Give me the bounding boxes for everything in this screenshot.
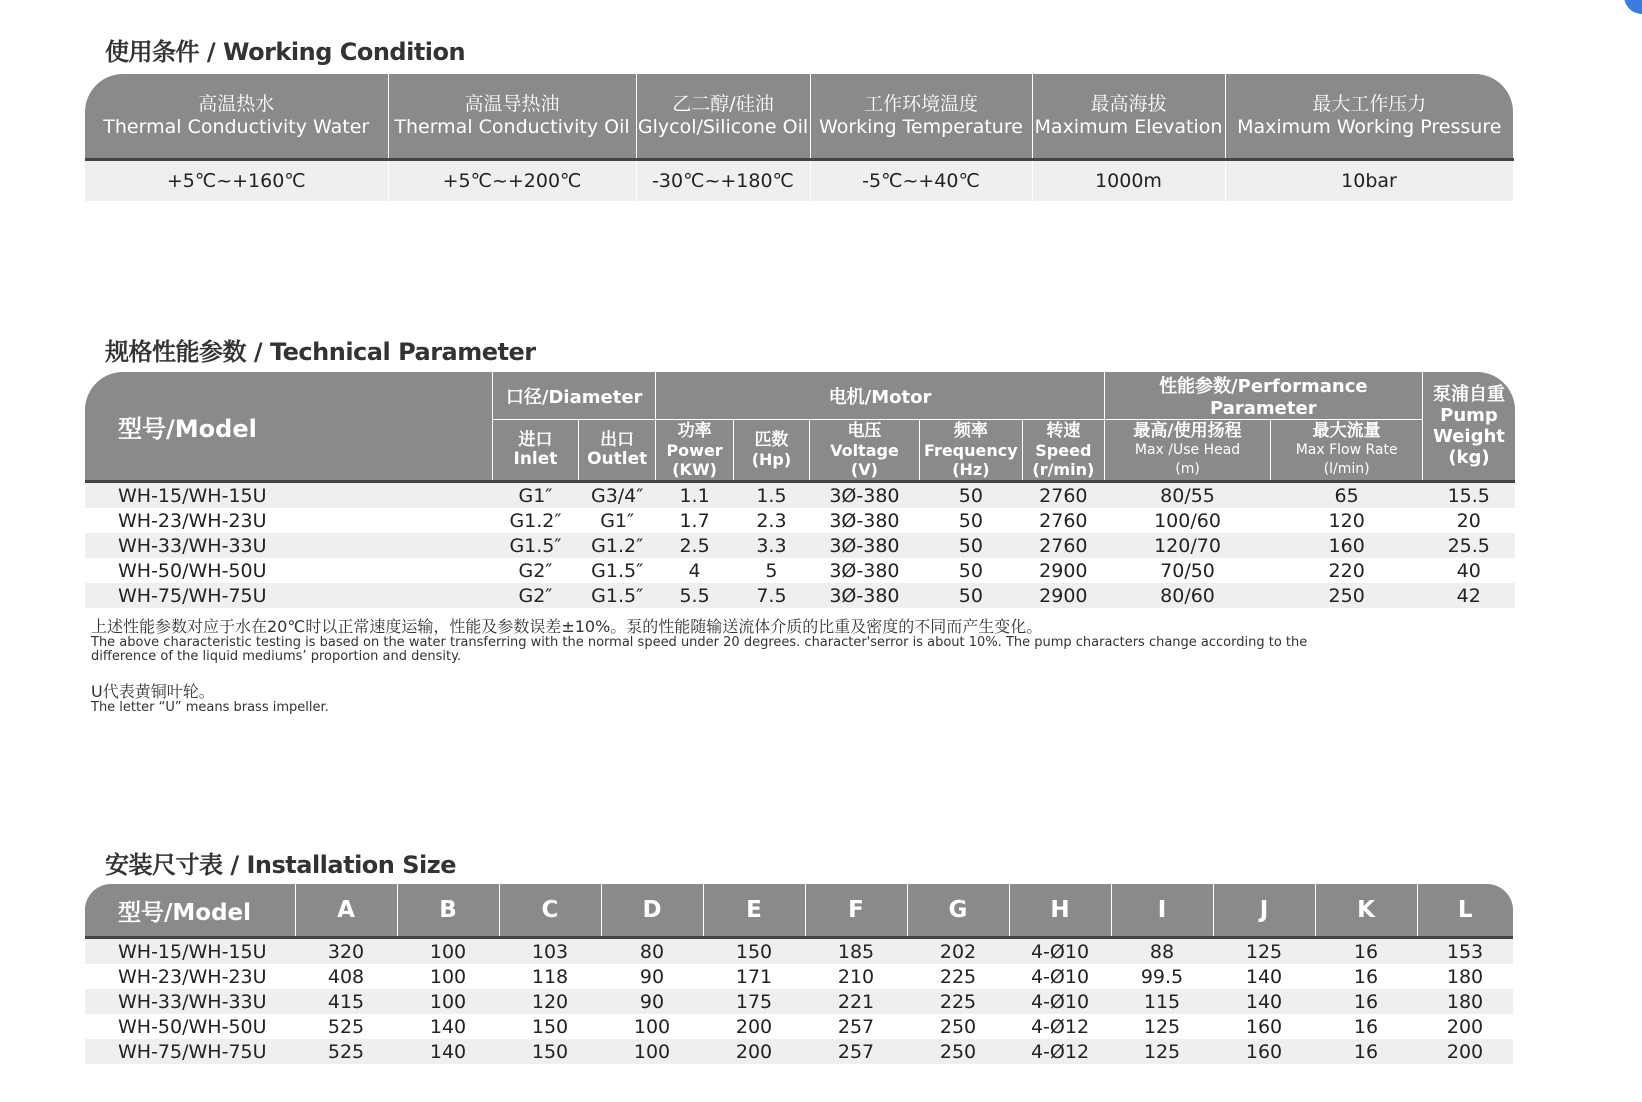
header-cn: 最高/使用扬程 xyxy=(1133,420,1242,441)
technical-parameter-title: 规格性能参数 / Technical Parameter xyxy=(105,338,536,366)
header-cell xyxy=(1225,74,1513,160)
header-cn: 电压 xyxy=(847,420,882,441)
table-row xyxy=(85,583,1515,608)
value-cell: G1.5″ xyxy=(492,533,578,558)
value-cell: 16 xyxy=(1315,938,1417,965)
value-cell: 16 xyxy=(1315,989,1417,1014)
value-cell: 40 xyxy=(1456,559,1481,582)
header-cn: 转速 xyxy=(1046,420,1081,441)
power-header xyxy=(656,420,733,482)
header-cn: 乙二醇/硅油 xyxy=(672,93,774,115)
header-cn: 工作环境温度 xyxy=(863,93,978,115)
technical-parameter-table xyxy=(85,372,1515,608)
value-cell: 250 xyxy=(907,1039,1009,1064)
header-en: Max /Use Head xyxy=(1134,441,1241,458)
value-cell: 200 xyxy=(1417,1039,1513,1064)
dimension-header: E xyxy=(703,884,805,938)
value-cell: 3Ø-380 xyxy=(810,482,920,509)
value-cell: 220 xyxy=(1328,559,1365,582)
working-condition-values-row xyxy=(85,160,1513,202)
value-cell: 50 xyxy=(919,533,1022,558)
value-cell: 200 xyxy=(703,1039,805,1064)
value-cell: 100 xyxy=(633,1015,671,1038)
value-cell: 150 xyxy=(703,938,805,965)
table-row xyxy=(85,508,1515,533)
value-cell: 80/55 xyxy=(1104,482,1271,509)
value-cell: 125 xyxy=(1213,938,1315,965)
speed-header xyxy=(1022,420,1104,482)
table-row xyxy=(85,533,1515,558)
table-row xyxy=(85,1014,1513,1039)
value-cell: 2.5 xyxy=(656,533,733,558)
value-cell: 100 xyxy=(397,989,499,1014)
header-cn: 高温热水 xyxy=(198,93,275,115)
value-cell: 200 xyxy=(735,1015,773,1038)
performance-group-header: 性能参数/Performance Parameter xyxy=(1104,372,1422,420)
value-cell: 16 xyxy=(1353,965,1379,988)
value-cell: +5℃~+200℃ xyxy=(388,160,636,202)
header-cn: 匹数 xyxy=(754,430,789,450)
header-en: Max Flow Rate xyxy=(1295,441,1398,458)
dimension-header: K xyxy=(1315,884,1417,938)
value-cell: 99.5 xyxy=(1140,965,1184,988)
corner-badge[interactable] xyxy=(1624,0,1642,14)
header-unit: (m) xyxy=(1175,460,1200,477)
value-cell: G1.2″ xyxy=(578,533,655,558)
dimension-header: I xyxy=(1111,884,1213,938)
header-en: Inlet xyxy=(513,449,558,469)
header-cn: 进口 xyxy=(518,430,553,450)
value-cell: G1″ xyxy=(600,509,635,532)
model-cell: WH-33/WH-33U xyxy=(85,989,295,1014)
value-cell: 65 xyxy=(1271,482,1423,509)
value-cell: G2″ xyxy=(518,559,553,582)
header-en: Thermal Conductivity Water xyxy=(103,116,370,138)
value-cell: 1000m xyxy=(1032,160,1225,202)
value-cell: 257 xyxy=(837,1015,875,1038)
value-cell: 525 xyxy=(327,1015,365,1038)
header-en: (Hp) xyxy=(751,450,792,469)
value-cell: 175 xyxy=(703,989,805,1014)
value-cell: 4-Ø10 xyxy=(1030,965,1090,988)
value-cell: 408 xyxy=(327,965,365,988)
header-cell xyxy=(388,74,636,160)
pump-weight-header xyxy=(1422,372,1515,482)
note-cn: 上述性能参数对应于水在20℃时以正常速度运输，性能及参数误差±10%。泵的性能随输送流体介质的比重及密度的不同而产生变化。 xyxy=(91,617,1043,636)
value-cell: 2760 xyxy=(1022,482,1104,509)
value-cell: 50 xyxy=(958,509,983,532)
value-cell: 320 xyxy=(295,938,397,965)
value-cell: 120 xyxy=(499,989,601,1014)
value-cell: 90 xyxy=(601,989,703,1014)
value-cell: 80/60 xyxy=(1104,583,1271,608)
value-cell: 160 xyxy=(1271,533,1423,558)
diameter-group-header: 口径/Diameter xyxy=(492,372,655,420)
value-cell: 153 xyxy=(1417,938,1513,965)
value-cell: 4-Ø12 xyxy=(1009,1039,1111,1064)
dimension-header: A xyxy=(295,884,397,938)
value-cell: 150 xyxy=(499,1039,601,1064)
note2-cn: U代表黄铜叶轮。 xyxy=(91,682,215,701)
header-en: Maximum Elevation xyxy=(1034,116,1223,138)
value-cell: 70/50 xyxy=(1160,559,1215,582)
value-cell: 4 xyxy=(688,559,701,582)
header-en: Working Temperature xyxy=(819,116,1023,138)
value-cell: G2″ xyxy=(492,583,578,608)
value-cell: 140 xyxy=(1213,989,1315,1014)
header-en: Maximum Working Pressure xyxy=(1237,116,1502,138)
head-header xyxy=(1104,420,1271,482)
table-row xyxy=(85,938,1513,965)
dimension-header: L xyxy=(1417,884,1513,938)
header-en: Glycol/Silicone Oil xyxy=(637,116,809,138)
value-cell: 20 xyxy=(1456,509,1481,532)
header-cn: 频率 xyxy=(953,420,988,441)
value-cell: 2900 xyxy=(1039,559,1088,582)
value-cell: 250 xyxy=(1271,583,1423,608)
note2-en: The letter “U” means brass impeller. xyxy=(91,700,329,715)
value-cell: 7.5 xyxy=(733,583,809,608)
installation-size-title: 安装尺寸表 / Installation Size xyxy=(105,851,456,879)
value-cell: G3/4″ xyxy=(578,482,655,509)
table-row xyxy=(85,558,1515,583)
value-cell: G1″ xyxy=(492,482,578,509)
value-cell: 180 xyxy=(1446,965,1484,988)
value-cell: 1.5 xyxy=(733,482,809,509)
value-cell: 120/70 xyxy=(1104,533,1271,558)
value-cell: 90 xyxy=(639,965,665,988)
value-cell: 3Ø-380 xyxy=(810,533,920,558)
value-cell: 180 xyxy=(1417,989,1513,1014)
value-cell: 115 xyxy=(1111,989,1213,1014)
model-cell: WH-23/WH-23U xyxy=(118,509,267,532)
header-cn: 最大流量 xyxy=(1312,420,1381,441)
value-cell: 2760 xyxy=(1022,533,1104,558)
header-unit: (KW) xyxy=(672,459,717,479)
model-cell: WH-50/WH-50U xyxy=(118,559,267,582)
dimension-header: D xyxy=(601,884,703,938)
header-unit: (l/min) xyxy=(1323,460,1370,477)
model-cell: WH-50/WH-50U xyxy=(118,1015,267,1038)
model-cell: WH-15/WH-15U xyxy=(85,938,295,965)
header-cn: 出口 xyxy=(600,430,635,450)
value-cell: 3.3 xyxy=(733,533,809,558)
value-cell: G1.5″ xyxy=(591,559,644,582)
value-cell: 100 xyxy=(397,938,499,965)
installation-header-row xyxy=(85,884,1513,938)
header-unit: (Hz) xyxy=(952,459,990,479)
value-cell: 415 xyxy=(295,989,397,1014)
installation-size-table xyxy=(85,884,1513,1064)
header-unit: (r/min) xyxy=(1032,459,1095,479)
dimension-header: G xyxy=(907,884,1009,938)
value-cell: 1.7 xyxy=(679,509,710,532)
header-cell xyxy=(1032,74,1225,160)
value-cell: 225 xyxy=(907,989,1009,1014)
value-cell: 225 xyxy=(939,965,977,988)
value-cell: 2900 xyxy=(1022,583,1104,608)
value-cell: 5.5 xyxy=(656,583,733,608)
value-cell: 25.5 xyxy=(1422,533,1515,558)
header-en: Power xyxy=(666,440,723,460)
value-cell: 118 xyxy=(531,965,569,988)
value-cell: 10bar xyxy=(1225,160,1513,202)
value-cell: 210 xyxy=(837,965,875,988)
header-en: Outlet xyxy=(587,449,648,469)
value-cell: 50 xyxy=(919,482,1022,509)
value-cell: -5℃~+40℃ xyxy=(810,160,1032,202)
working-condition-title: 使用条件 / Working Condition xyxy=(105,38,466,66)
header-cn: 高温导热油 xyxy=(464,93,560,115)
value-cell: 140 xyxy=(397,1039,499,1064)
value-cell: 140 xyxy=(429,1015,467,1038)
dimension-header: B xyxy=(397,884,499,938)
value-cell: 160 xyxy=(1245,1015,1283,1038)
outlet-header xyxy=(578,420,655,482)
header-en: Voltage xyxy=(830,440,899,460)
value-cell: 100/60 xyxy=(1154,509,1221,532)
header-cell xyxy=(810,74,1032,160)
value-cell: 88 xyxy=(1111,938,1213,965)
model-cell: WH-33/WH-33U xyxy=(85,533,492,558)
value-cell: 16 xyxy=(1353,1015,1379,1038)
value-cell: 1.1 xyxy=(656,482,733,509)
model-header: 型号/Model xyxy=(85,884,295,938)
value-cell: 15.5 xyxy=(1422,482,1515,509)
header-cn: 最大工作压力 xyxy=(1312,93,1427,115)
value-cell: 3Ø-380 xyxy=(829,509,900,532)
value-cell: 257 xyxy=(805,1039,907,1064)
value-cell: G1.2″ xyxy=(509,509,562,532)
header-cn: 功率 xyxy=(677,420,712,441)
installation-table-body xyxy=(85,938,1513,1065)
value-cell: 125 xyxy=(1111,1039,1213,1064)
value-cell: 125 xyxy=(1143,1015,1181,1038)
value-cell: 120 xyxy=(1328,509,1365,532)
voltage-header xyxy=(810,420,920,482)
value-cell: 5 xyxy=(765,559,778,582)
value-cell: 140 xyxy=(1245,965,1283,988)
table-row xyxy=(85,964,1513,989)
value-cell: 3Ø-380 xyxy=(810,583,920,608)
impeller-note xyxy=(91,683,1341,715)
dimension-header: H xyxy=(1009,884,1111,938)
value-cell: 103 xyxy=(499,938,601,965)
header-en: Pump Weight xyxy=(1433,405,1505,447)
value-cell: 80 xyxy=(601,938,703,965)
value-cell: 100 xyxy=(601,1039,703,1064)
model-cell: WH-15/WH-15U xyxy=(85,482,492,509)
table-row xyxy=(85,989,1513,1014)
value-cell: 100 xyxy=(429,965,467,988)
value-cell: 160 xyxy=(1213,1039,1315,1064)
table-row xyxy=(85,482,1515,509)
header-en: Frequency xyxy=(924,440,1018,460)
value-cell: +5℃~+160℃ xyxy=(85,160,388,202)
value-cell: 202 xyxy=(907,938,1009,965)
technical-header-row-groups xyxy=(85,372,1515,420)
hp-header xyxy=(733,420,809,482)
performance-note xyxy=(91,618,1341,664)
model-cell: WH-75/WH-75U xyxy=(85,1039,295,1064)
technical-table-body xyxy=(85,482,1515,609)
header-cn: 最高海拔 xyxy=(1090,93,1167,115)
dimension-header: J xyxy=(1213,884,1315,938)
value-cell: 221 xyxy=(805,989,907,1014)
header-cell xyxy=(85,74,388,160)
value-cell: 3Ø-380 xyxy=(829,559,900,582)
value-cell: 16 xyxy=(1315,1039,1417,1064)
value-cell: 50 xyxy=(919,583,1022,608)
value-cell: 200 xyxy=(1446,1015,1484,1038)
value-cell: 185 xyxy=(805,938,907,965)
value-cell: 150 xyxy=(531,1015,569,1038)
model-cell: WH-23/WH-23U xyxy=(118,965,267,988)
inlet-header xyxy=(492,420,578,482)
note-en: The above characteristic testing is based on the water transferring with the normal speed under 20 degrees. character'serror is about 10%. The pump characters change according to the difference of the liquid mediums’ proportion and density. xyxy=(91,635,1308,664)
value-cell: 4-Ø10 xyxy=(1009,938,1111,965)
value-cell: G1.5″ xyxy=(578,583,655,608)
working-condition-table xyxy=(85,74,1514,201)
header-unit: (V) xyxy=(850,459,878,479)
value-cell: 250 xyxy=(939,1015,977,1038)
value-cell: -30℃~+180℃ xyxy=(636,160,810,202)
value-cell: 4-Ø10 xyxy=(1009,989,1111,1014)
frequency-header xyxy=(919,420,1022,482)
working-condition-header-row xyxy=(85,74,1513,160)
dimension-header: F xyxy=(805,884,907,938)
model-header: 型号/Model xyxy=(85,372,492,482)
value-cell: 2760 xyxy=(1039,509,1088,532)
motor-group-header: 电机/Motor xyxy=(656,372,1104,420)
table-row xyxy=(85,1039,1513,1064)
value-cell: 171 xyxy=(735,965,773,988)
value-cell: 4-Ø12 xyxy=(1030,1015,1090,1038)
value-cell: 2.3 xyxy=(756,509,787,532)
header-en: Thermal Conductivity Oil xyxy=(394,116,630,138)
header-en: Speed xyxy=(1035,440,1092,460)
header-cn: 泵浦自重 xyxy=(1432,384,1505,405)
value-cell: 525 xyxy=(295,1039,397,1064)
value-cell: 50 xyxy=(958,559,983,582)
value-cell: 42 xyxy=(1422,583,1515,608)
header-cell xyxy=(636,74,810,160)
model-cell: WH-75/WH-75U xyxy=(85,583,492,608)
header-unit: (kg) xyxy=(1448,447,1490,468)
dimension-header: C xyxy=(499,884,601,938)
flow-rate-header xyxy=(1271,420,1423,482)
